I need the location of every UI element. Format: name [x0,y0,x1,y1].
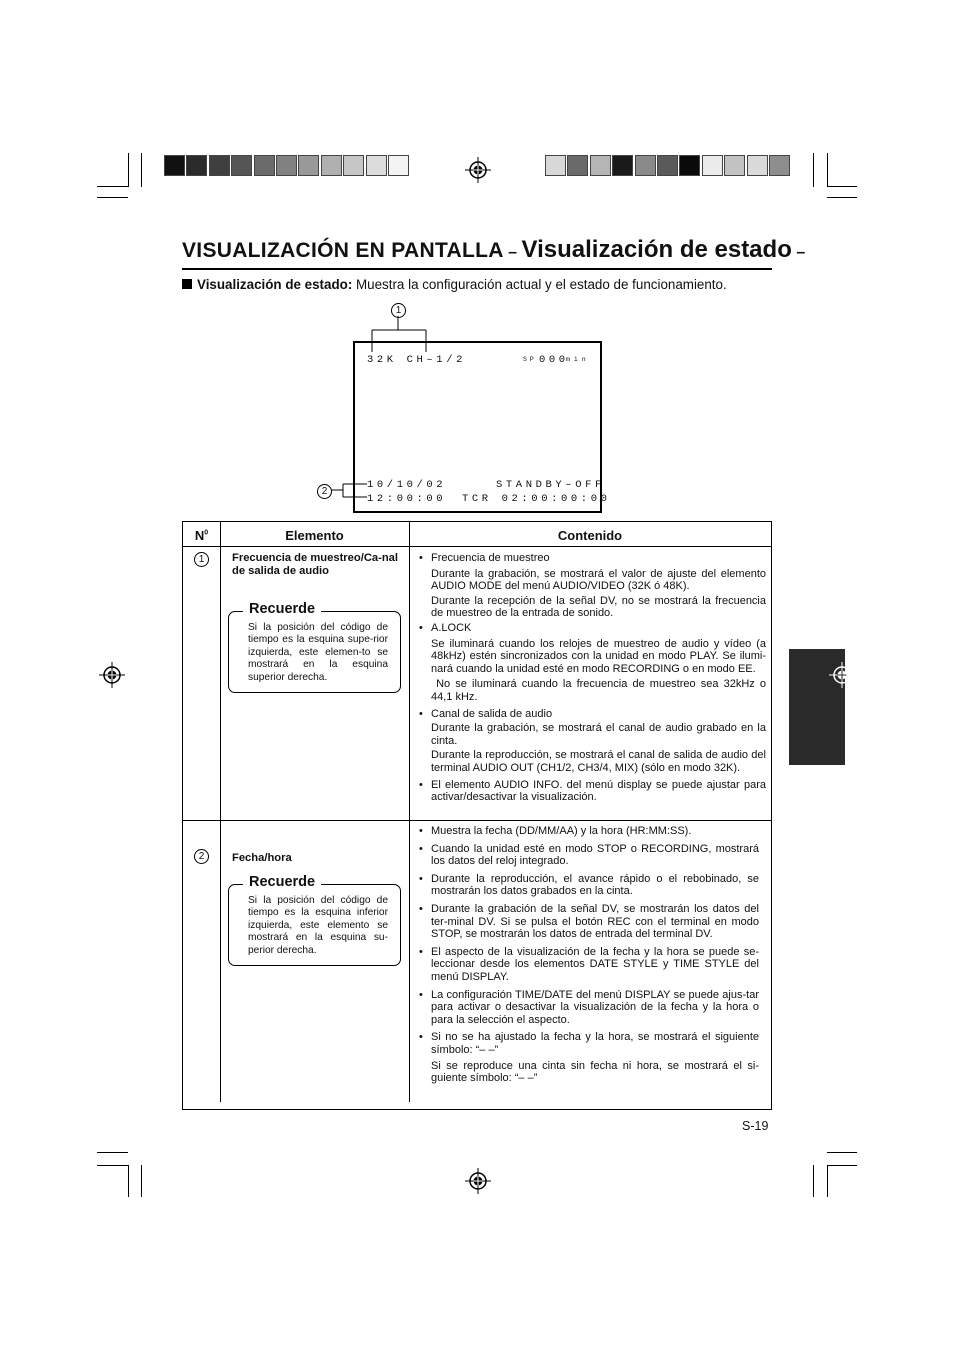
screen-counter-unit: min [566,356,590,363]
intro-line [182,277,727,292]
square-bullet-icon [182,279,192,289]
list-item-detail: Durante la recepción de la señal DV, no se mostrará la frecuencia de muestreo de la entrada de sonido. [431,594,766,620]
element-name: Fecha/hora [232,852,292,864]
color-swatch [769,155,790,176]
color-swatch [590,155,611,176]
screen-counter: 000 [539,354,569,366]
color-swatch [254,155,275,176]
color-swatch [567,155,588,176]
row-number: 1 [194,552,209,567]
color-swatch [276,155,297,176]
color-swatch [679,155,700,176]
header-element: Elemento [285,528,344,543]
row-content [419,825,759,1085]
registration-mark-icon [829,662,855,688]
registration-mark-icon [99,662,125,688]
list-item: • A.LOCK [419,622,766,635]
list-item-detail: Se iluminará cuando los relojes de muestreo de audio y vídeo (a 48kHz) estén sincronizados con la unidad en modo PLAY. Se ilumi-nará cuando la unidad esté en modo RECORDING o en modo EE. [431,637,766,675]
color-swatch [635,155,656,176]
list-item-detail: Durante la grabación, se mostrará el canal de audio grabado en la cinta. [431,722,766,747]
callout-number: 1 [391,303,406,318]
registration-mark-icon [465,1168,491,1194]
screen-timecode: TCR 02:00:00:00 [462,493,611,505]
callout-number: 2 [317,484,332,499]
list-item: • Si no se ha ajustado la fecha y la hora, se mostrará el siguiente símbolo: “– –” [419,1031,759,1056]
list-item: • El aspecto de la visualización de la fecha y la hora se puede se-leccionar desde los elementos DATE STYLE y TIME STYLE del menú DISPLAY. [419,946,759,984]
note-label: Recuerde [243,601,321,617]
color-swatch [209,155,230,176]
color-swatch [612,155,633,176]
screen-sp-mode: SP [523,356,537,363]
note-text: Si la posición del código de tiempo es la esquina supe-rior izquierda, este elemen-to se mostrará en la esquina superior derecha. [248,622,388,683]
row-number: 2 [194,849,209,864]
screen-time: 12:00:00 [367,493,447,505]
color-swatch [231,155,252,176]
list-item: • Cuando la unidad esté en modo STOP o RECORDING, mostrará los datos del reloj integrado. [419,843,759,868]
header-no: $N^0$ [194,528,209,543]
list-item-detail: Durante la grabación, se mostrará el valor de ajuste del elemento AUDIO MODE del menú AUDIO/VIDEO (32K ó 48K). [431,567,766,593]
color-swatch [657,155,678,176]
title-dash: – [796,244,806,261]
list-item: • Muestra la fecha (DD/MM/AA) y la hora (HR:MM:SS). [419,825,759,838]
list-item-detail: Durante la reproducción, se mostrará el canal de salida de audio del terminal AUDIO OUT (CH1/2, CH3/4, MIX) (sólo en modo 32K). [431,749,766,774]
screen-audio-status: 32K CH–1/2 [367,354,467,366]
note-label: Recuerde [243,874,321,890]
list-item: • El elemento AUDIO INFO. del menú display se puede ajustar para activar/desactivar la visualización. [419,779,766,804]
screen-standby: STANDBY–OFF [496,479,605,491]
registration-mark-icon [465,157,491,183]
list-item: • Durante la reproducción, el avance rápido o el rebobinado, se mostrarán los datos grabados en la cinta. [419,873,759,898]
callout-bracket [331,482,371,502]
list-item-detail: No se iluminará cuando la frecuencia de muestreo sea 32kHz o 44,1 kHz. [431,678,770,703]
element-table [182,521,772,1110]
color-swatch [298,155,319,176]
note-box [228,874,401,966]
color-swatch [388,155,409,176]
title-dash: – [508,244,518,261]
color-swatch [366,155,387,176]
color-swatch [747,155,768,176]
color-swatch [186,155,207,176]
title-main: VISUALIZACIÓN EN PANTALLA [182,239,504,262]
page-title [182,236,806,270]
list-item-detail: Si se reproduce una cinta sin fecha ni hora, se mostrará el si-guiente símbolo: “– –” [431,1059,759,1085]
title-sub: Visualización de estado [521,236,792,263]
color-swatch [545,155,566,176]
header-content: Contenido [557,528,623,543]
note-box [228,601,401,693]
list-item: • La configuración TIME/DATE del menú DISPLAY se puede ajus-tar para activar o desactivar la visualización de la fecha y la hora o para la selección el aspecto. [419,989,759,1027]
color-swatch [724,155,745,176]
screen-date: 10/10/02 [367,479,447,491]
color-swatch [321,155,342,176]
element-name: Frecuencia de muestreo/Ca-nal de salida de audio [232,552,399,577]
note-text: Si la posición del código de tiempo es la esquina inferior izquierda, este elemento se mostrará en la esquina su-perior derecha. [248,895,388,956]
row-content [419,552,770,804]
list-item: • Frecuencia de muestreo [419,552,766,565]
monitor-screen [353,341,611,513]
list-item: • Canal de salida de audio [419,708,766,721]
list-item: • Durante la grabación de la señal DV, se mostrarán los datos del ter-minal DV. Si se pulsa el botón REC con el terminal en modo STOP, se mostrarán los datos de entrada del terminal DV. [419,903,759,941]
page-number: S-19 [742,1119,769,1133]
intro-text: Muestra la configuración actual y el estado de funcionamiento. [352,277,727,292]
color-swatch [702,155,723,176]
intro-bold: Visualización de estado: [197,277,353,292]
color-swatch [343,155,364,176]
color-swatch [164,155,185,176]
